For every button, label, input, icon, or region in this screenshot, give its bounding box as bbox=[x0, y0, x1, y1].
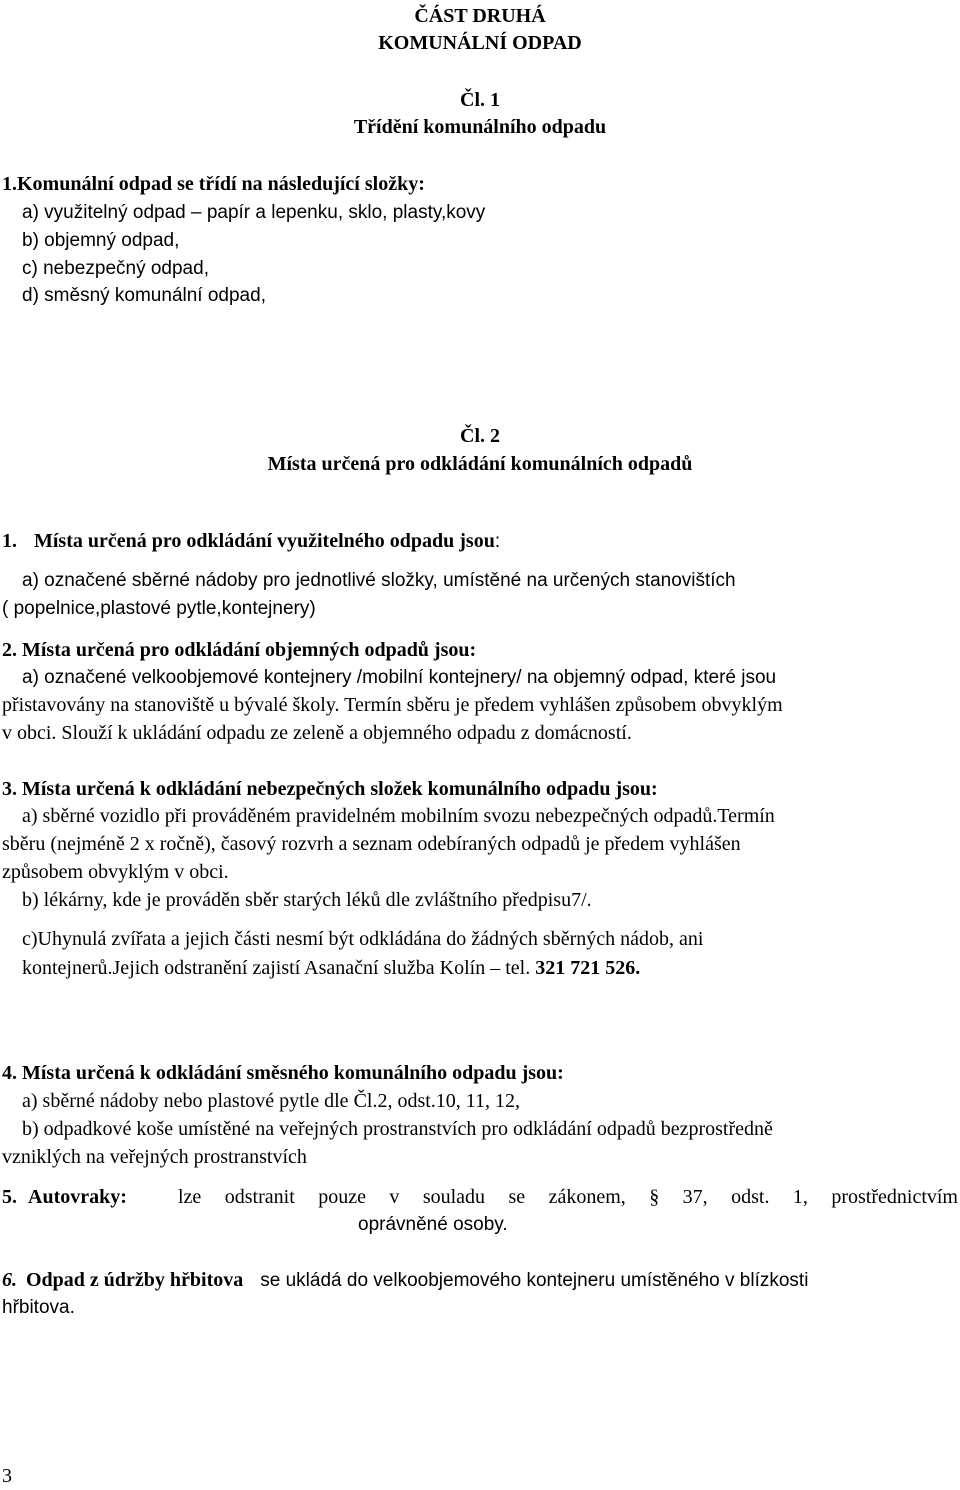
section-number: 1. bbox=[2, 530, 17, 552]
section-colon: : bbox=[494, 531, 501, 552]
section-2-heading: 2. Místa určená pro odkládání objemných odpadů jsou: bbox=[2, 639, 477, 661]
article-1-title: Třídění komunálního odpadu bbox=[353, 116, 607, 138]
list-item: a) využitelný odpad – papír a lepenku, sklo, plasty,kovy bbox=[22, 202, 486, 223]
section-3-line: a) sběrné vozidlo při prováděném pravidelném mobilním svozu nebezpečných odpadů.Termín bbox=[22, 805, 775, 827]
part-subtitle: KOMUNÁLNÍ ODPAD bbox=[378, 32, 582, 54]
section-3-line-text: kontejnerů.Jejich odstranění zajistí Asanační služba Kolín – tel. bbox=[22, 957, 531, 979]
list-item: d) směsný komunální odpad, bbox=[22, 285, 266, 306]
article-2-number: Čl. 2 bbox=[460, 425, 500, 447]
section-5-line: oprávněné osoby. bbox=[358, 1214, 508, 1235]
section-number: 5. bbox=[2, 1186, 17, 1208]
section-5-line: lze odstranit pouze v souladu se zákonem, § 37, odst. 1, prostřednictvím bbox=[178, 1186, 958, 1208]
section-number: 6. bbox=[2, 1269, 17, 1291]
part-title: ČÁST DRUHÁ bbox=[414, 5, 546, 27]
section-3-line: c)Uhynulá zvířata a jejich části nesmí být odkládána do žádných sběrných nádob, ani bbox=[22, 928, 704, 950]
section-label: Odpad z údržby hřbitova bbox=[26, 1269, 244, 1291]
section-3-line: způsobem obvyklým v obci. bbox=[2, 861, 229, 883]
section-1-line: ( popelnice,plastové pytle,kontejnery) bbox=[2, 598, 316, 619]
section-2-line: přistavovány na stanoviště u bývalé školy. Termín sběru je předem vyhlášen způsobem obvyklým bbox=[2, 694, 783, 716]
section-2-line: v obci. Slouží k ukládání odpadu ze zeleně a objemného odpadu z domácností. bbox=[2, 722, 632, 744]
article-2-title: Místa určená pro odkládání komunálních odpadů bbox=[267, 453, 693, 475]
page-number: 3 bbox=[2, 1465, 12, 1487]
article-1-number: Čl. 1 bbox=[460, 89, 500, 111]
section-5-heading bbox=[2, 1183, 127, 1211]
list-item: c) nebezpečný odpad, bbox=[22, 258, 209, 279]
phone-number: 321 721 526. bbox=[535, 957, 641, 979]
article-1-intro: 1.Komunální odpad se třídí na následující složky: bbox=[2, 173, 425, 195]
section-2-line: a) označené velkoobjemové kontejnery /mobilní kontejnery/ na objemný odpad, které jsou bbox=[22, 667, 777, 688]
section-6-heading bbox=[2, 1266, 808, 1295]
section-1-heading bbox=[2, 527, 500, 556]
section-4-line: b) odpadkové koše umístěné na veřejných prostranstvích pro odkládání odpadů bezprostředně bbox=[22, 1118, 773, 1140]
section-title: Místa určená pro odkládání využitelného odpadu jsou bbox=[34, 530, 495, 552]
section-4-heading: 4. Místa určená k odkládání směsného komunálního odpadu jsou: bbox=[2, 1062, 564, 1084]
section-3-line bbox=[22, 954, 640, 982]
section-4-line: vzniklých na veřejných prostranstvích bbox=[2, 1146, 307, 1168]
section-3-heading: 3. Místa určená k odkládání nebezpečných složek komunálního odpadu jsou: bbox=[2, 778, 658, 800]
section-3-line: b) lékárny, kde je prováděn sběr starých léků dle zvláštního předpisu7/. bbox=[22, 889, 592, 911]
list-item: b) objemný odpad, bbox=[22, 230, 180, 251]
section-3-line: sběru (nejméně 2 x ročně), časový rozvrh a seznam odebíraných odpadů je předem vyhlášen bbox=[2, 833, 741, 855]
section-6-line: se ukládá do velkoobjemového kontejneru umístěného v blízkosti bbox=[260, 1270, 809, 1291]
section-1-line: a) označené sběrné nádoby pro jednotlivé složky, umístěné na určených stanovištích bbox=[22, 570, 736, 591]
section-4-line: a) sběrné nádoby nebo plastové pytle dle Čl.2, odst.10, 11, 12, bbox=[22, 1090, 521, 1112]
section-label: Autovraky: bbox=[28, 1186, 127, 1208]
section-6-line: hřbitova. bbox=[2, 1297, 75, 1318]
